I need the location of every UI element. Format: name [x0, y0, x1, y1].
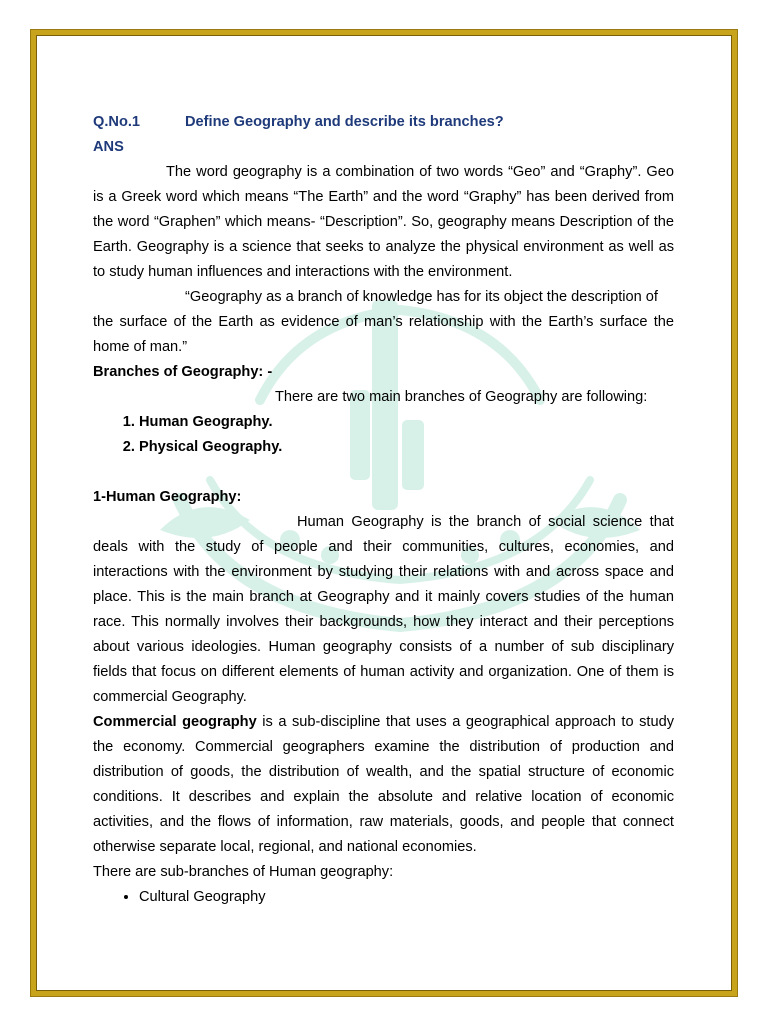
question-text: Define Geography and describe its branches?	[185, 114, 504, 130]
branches-intro: There are two main branches of Geography are following:	[275, 389, 648, 405]
answer-label: ANS	[93, 139, 124, 155]
sub-branches-intro: There are sub-branches of Human geography:	[93, 864, 394, 880]
branches-heading: Branches of Geography: -	[93, 364, 273, 380]
list-item: 1. Human Geography.	[139, 410, 674, 435]
branches-list	[93, 410, 674, 460]
list-item: • Cultural Geography	[139, 885, 674, 910]
human-geography-paragraph: Human Geography is the branch of social science that deals with the study of people and their communities, cultures, economies, and interactions with the environment by studying their relations with and across space and place. This is the main branch at Geography and it mainly covers studies of the human race. This normally involves their backgrounds, how they interact and their perceptions about various ideologies. Human geography consists of a number of sub disciplinary fields that focus on different elements of human activity and organization. One of them is commercial Geography.	[93, 514, 674, 705]
question-number: Q.No.1	[93, 114, 141, 130]
sub-branches-list	[93, 885, 674, 910]
list-item: 2. Physical Geography.	[139, 435, 674, 460]
quote-line-1: “Geography as a branch of knowledge has for its object the description of	[185, 289, 658, 305]
commercial-body: is a sub-discipline that uses a geographical approach to study the economy. Commercial geographers examine the distribution of production and distribution of goods, the distribution of wealth, and the spatial structure of economic conditions. It describes and explain the absolute and relative location of economic activities, and the flows of information, raw materials, goods, and people that connect otherwise separate local, regional, and national economies.	[93, 714, 675, 855]
human-geography-heading: 1-Human Geography:	[93, 489, 242, 505]
commercial-geography-paragraph	[93, 710, 674, 860]
commercial-term: Commercial geography	[93, 714, 257, 730]
question-heading	[93, 110, 674, 135]
intro-paragraph: The word geography is a combination of two words “Geo” and “Graphy”. Geo is a Greek word which means “The Earth” and the word “Graphy” has been derived from the word “Graphen” which means- “Description”. So, geography means Description of the Earth. Geography is a science that seeks to analyze the physical environment as well as to study human influences and interactions with the environment.	[93, 164, 674, 280]
spacer	[93, 460, 674, 485]
quote-line-2: the surface of the Earth as evidence of man’s relationship with the Earth’s surface the home of man.”	[93, 314, 674, 355]
document-body	[93, 110, 674, 910]
